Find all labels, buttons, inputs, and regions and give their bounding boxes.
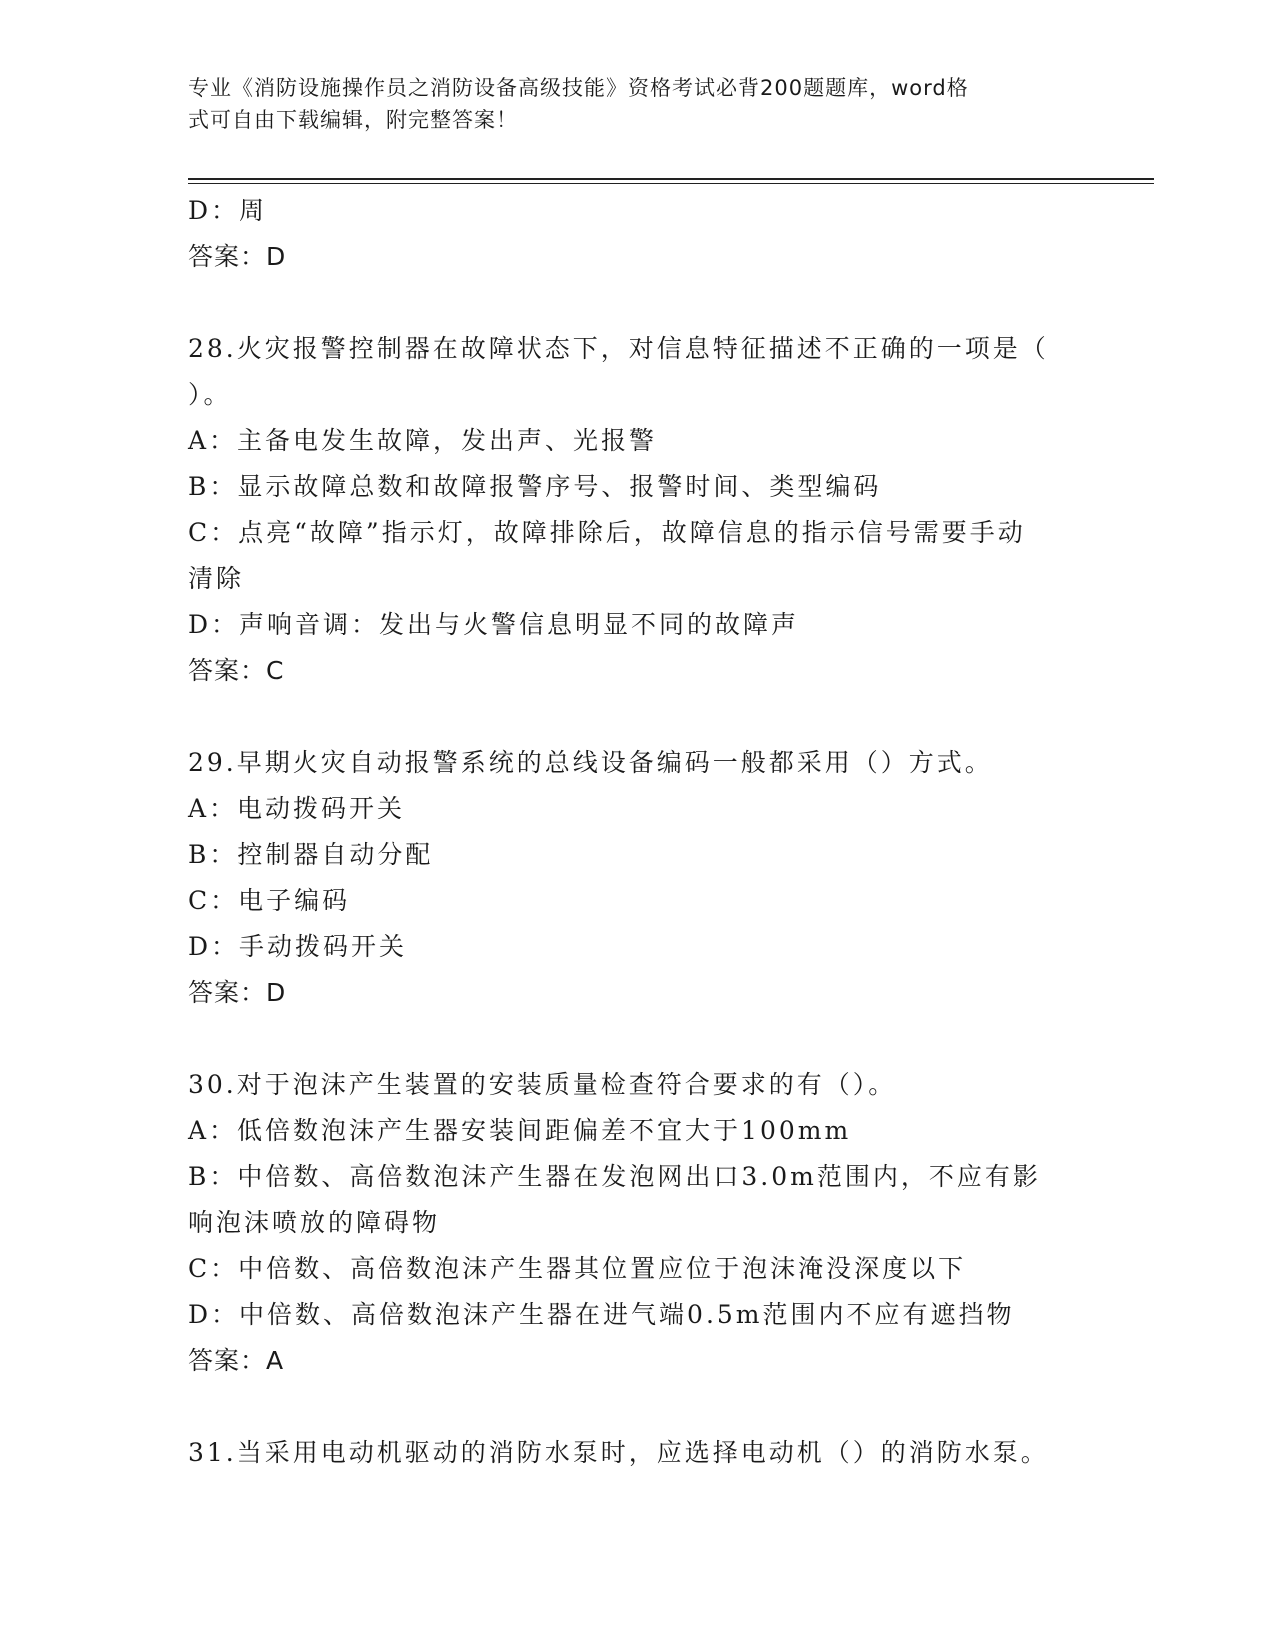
spacer	[188, 280, 1088, 326]
question-content	[188, 188, 1088, 1476]
option-d: D：手动拨码开关	[188, 932, 408, 961]
question-stem: 28.火灾报警控制器在故障状态下，对信息特征描述不正确的一项是（	[188, 334, 1049, 363]
option-c: C：中倍数、高倍数泡沫产生器其位置应位于泡沫淹没深度以下	[188, 1254, 967, 1283]
question-stem: 30.对于泡沫产生装置的安装质量检查符合要求的有（）。	[188, 1070, 897, 1099]
question-stem: 29.早期火灾自动报警系统的总线设备编码一般都采用（）方式。	[188, 748, 993, 777]
option-c: C：点亮“故障”指示灯，故障排除后，故障信息的指示信号需要手动	[188, 518, 1026, 547]
option-a: A：低倍数泡沫产生器安装间距偏差不宜大于100mm	[188, 1116, 852, 1145]
spacer	[188, 694, 1088, 740]
question-29	[188, 740, 1088, 1016]
page-header	[188, 72, 1068, 136]
answer: 答案：D	[188, 978, 287, 1007]
answer: 答案：A	[188, 1346, 285, 1375]
option-d: D：声响音调：发出与火警信息明显不同的故障声	[188, 610, 800, 639]
option-d: D：中倍数、高倍数泡沫产生器在进气端0.5m范围内不应有遮挡物	[188, 1300, 1015, 1329]
question-stem: 31.当采用电动机驱动的消防水泵时，应选择电动机（）的消防水泵。	[188, 1438, 1049, 1467]
question-stem-cont: ）。	[188, 380, 232, 409]
prev-answer: 答案：D	[188, 242, 287, 271]
option-a: A：主备电发生故障，发出声、光报警	[188, 426, 658, 455]
prev-option-d: D：周	[188, 196, 268, 225]
question-28	[188, 326, 1088, 694]
spacer	[188, 1384, 1088, 1430]
question-31	[188, 1430, 1088, 1476]
header-line-2: 式可自由下载编辑，附完整答案！	[188, 108, 518, 132]
header-divider-thick	[188, 178, 1154, 180]
header-line-1: 专业《消防设施操作员之消防设备高级技能》资格考试必背200题题库，word格	[188, 76, 969, 100]
answer: 答案：C	[188, 656, 285, 685]
spacer	[188, 1016, 1088, 1062]
option-c: C：电子编码	[188, 886, 351, 915]
option-b: B：控制器自动分配	[188, 840, 434, 869]
header-divider-thin	[188, 183, 1154, 184]
option-b-cont: 响泡沫喷放的障碍物	[188, 1208, 441, 1237]
option-a: A：电动拨码开关	[188, 794, 406, 823]
option-b: B：显示故障总数和故障报警序号、报警时间、类型编码	[188, 472, 882, 501]
option-b: B：中倍数、高倍数泡沫产生器在发泡网出口3.0m范围内，不应有影	[188, 1162, 1041, 1191]
option-c-cont: 清除	[188, 564, 245, 593]
question-30	[188, 1062, 1088, 1384]
